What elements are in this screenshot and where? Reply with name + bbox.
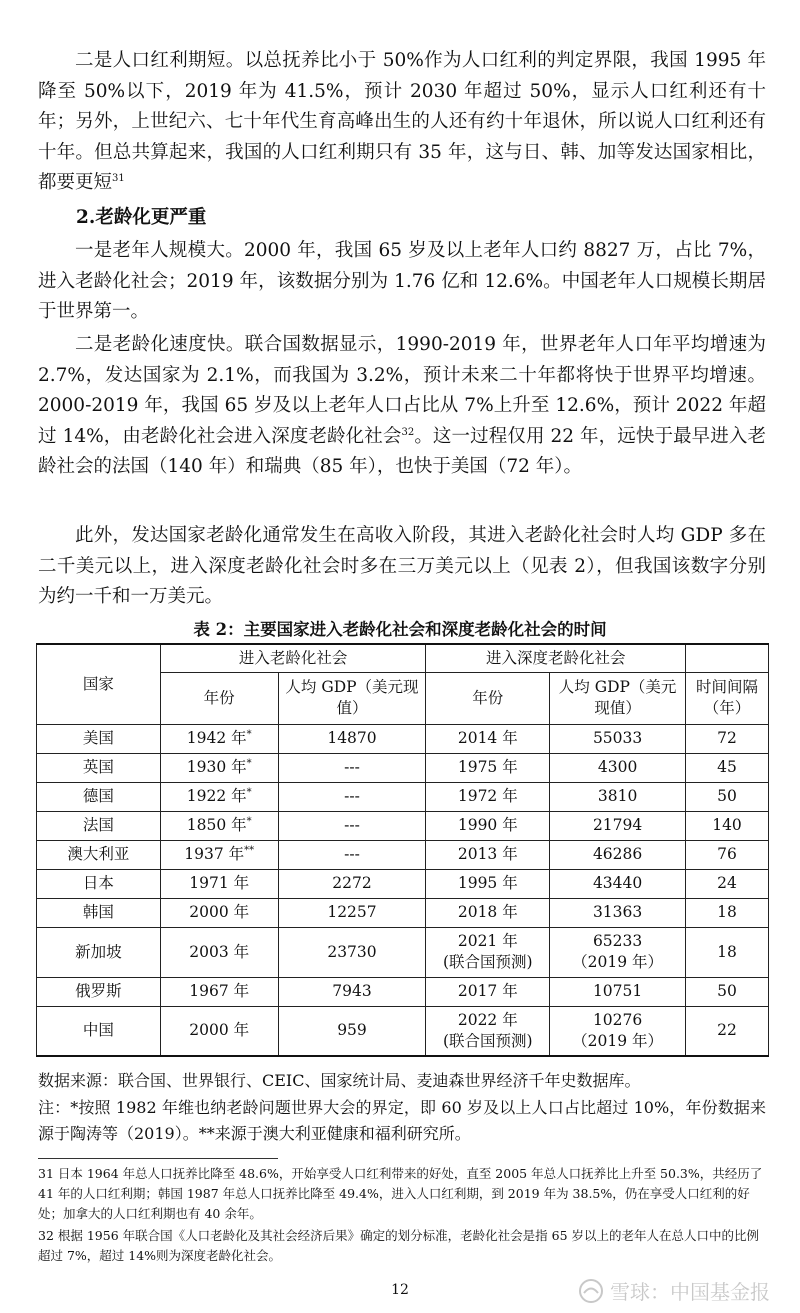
cell-country: 德国 bbox=[37, 782, 161, 811]
cell-aging-gdp: 12257 bbox=[278, 898, 426, 927]
footnote-ref-32[interactable]: 32 bbox=[401, 426, 415, 438]
cell-interval: 140 bbox=[686, 811, 769, 840]
cell-deep-gdp: 65233 （2019 年） bbox=[550, 927, 686, 977]
header-blank bbox=[686, 644, 769, 672]
header-gdp-aging: 人均 GDP（美元现值） bbox=[278, 672, 426, 724]
cell-deep-year: 2013 年 bbox=[426, 840, 550, 869]
footnote-divider bbox=[38, 1158, 278, 1159]
cell-aging-year: 2003 年 bbox=[160, 927, 278, 977]
footnote-ref-31[interactable]: 31 bbox=[112, 172, 125, 184]
footnote-31: 31 日本 1964 年总人口抚养比降至 48.6%，开始享受人口红利带来的好处，直至 2005 年总人口抚养比上升至 50.3%，共经历了 41 年的人口红利期；韩国 1987 年总人口抚养比降至 49.4%，进入人口红利期，到 2019 年为 38.5%，仍在享受人口红利的好处；加拿大的人口红利期也有 40 余年。 bbox=[38, 1166, 763, 1221]
cell-interval: 18 bbox=[686, 927, 769, 977]
cell-interval: 50 bbox=[686, 782, 769, 811]
cell-deep-year: 2021 年 (联合国预测) bbox=[426, 927, 550, 977]
header-year-aging: 年份 bbox=[160, 672, 278, 724]
cell-aging-gdp: 14870 bbox=[278, 724, 426, 753]
cell-country: 中国 bbox=[37, 1006, 161, 1056]
cell-deep-gdp: 10751 bbox=[550, 977, 686, 1006]
cell-aging-year: 2000 年 bbox=[160, 898, 278, 927]
cell-aging-gdp: 2272 bbox=[278, 869, 426, 898]
header-deep: 进入深度老龄化社会 bbox=[426, 644, 686, 672]
table-caption: 表 2：主要国家进入老龄化社会和深度老龄化社会的时间 bbox=[193, 620, 607, 639]
cell-aging-gdp: 7943 bbox=[278, 977, 426, 1006]
cell-aging-year: 2000 年 bbox=[160, 1006, 278, 1056]
cell-country: 美国 bbox=[37, 724, 161, 753]
cell-country: 澳大利亚 bbox=[37, 840, 161, 869]
cell-aging-year: 1850 年* bbox=[160, 811, 278, 840]
cell-deep-year: 1995 年 bbox=[426, 869, 550, 898]
table-row bbox=[37, 724, 769, 753]
header-aging: 进入老龄化社会 bbox=[160, 644, 426, 672]
page-number: 12 bbox=[391, 1282, 409, 1298]
paragraph-scale: 一是老年人规模大。2000 年，我国 65 岁及以上老年人口约 8827 万，占比 7%，进入老龄化社会；2019 年，该数据分别为 1.76 亿和 12.6%。中国老年人口规模长期居于世界第一。 bbox=[38, 240, 766, 322]
table-note: 注：*按照 1982 年维也纳老龄问题世界大会的界定，即 60 岁及以上人口占比超过 10%，年份数据来源于陶涛等（2019）。**来源于澳大利亚健康和福利研究所。 bbox=[38, 1098, 766, 1143]
cell-deep-gdp: 10276 （2019 年） bbox=[550, 1006, 686, 1056]
table-row bbox=[37, 811, 769, 840]
cell-deep-gdp: 4300 bbox=[550, 753, 686, 782]
watermark-text: 雪球：中国基金报 bbox=[610, 1280, 770, 1304]
cell-deep-year: 1972 年 bbox=[426, 782, 550, 811]
section-heading: 2.老龄化更严重 bbox=[76, 207, 207, 228]
table-row bbox=[37, 753, 769, 782]
paragraph-speed: 二是老龄化速度快。联合国数据显示，1990-2019 年，世界老年人口年平均增速为 2.7%，发达国家为 2.1%，而我国为 3.2%，预计未来二十年都将快于世界平均增速。2000-2019 年，我国 65 岁及以上老年人口占比从 7%上升至 12.6%，预计 2022 年超过 14%，由老龄化社会进入深度老龄化社会$^{32}$。这一过程仅用 22 年，远快于最早进入老龄社会的法国（140 年）和瑞典（85 年），也快于美国（72 年）。 bbox=[38, 334, 766, 477]
cell-country: 日本 bbox=[37, 869, 161, 898]
cell-deep-gdp: 31363 bbox=[550, 898, 686, 927]
cell-country: 俄罗斯 bbox=[37, 977, 161, 1006]
cell-aging-gdp: --- bbox=[278, 811, 426, 840]
cell-interval: 22 bbox=[686, 1006, 769, 1056]
cell-country: 英国 bbox=[37, 753, 161, 782]
cell-interval: 50 bbox=[686, 977, 769, 1006]
data-source: 数据来源：联合国、世界银行、CEIC、国家统计局、麦迪森世界经济千年史数据库。 bbox=[38, 1071, 641, 1090]
table-row bbox=[37, 898, 769, 927]
cell-deep-year: 2017 年 bbox=[426, 977, 550, 1006]
cell-deep-year: 1990 年 bbox=[426, 811, 550, 840]
cell-interval: 45 bbox=[686, 753, 769, 782]
table-row bbox=[37, 977, 769, 1006]
table-row bbox=[37, 869, 769, 898]
table-row bbox=[37, 1006, 769, 1056]
cell-aging-year: 1922 年* bbox=[160, 782, 278, 811]
cell-deep-year: 2018 年 bbox=[426, 898, 550, 927]
cell-country: 韩国 bbox=[37, 898, 161, 927]
cell-deep-gdp: 43440 bbox=[550, 869, 686, 898]
cell-interval: 18 bbox=[686, 898, 769, 927]
table-row bbox=[37, 782, 769, 811]
cell-deep-year: 2014 年 bbox=[426, 724, 550, 753]
cell-aging-gdp: --- bbox=[278, 753, 426, 782]
aging-table bbox=[36, 643, 769, 1057]
cell-aging-year: 1930 年* bbox=[160, 753, 278, 782]
snowball-icon bbox=[578, 1278, 604, 1304]
cell-deep-gdp: 3810 bbox=[550, 782, 686, 811]
cell-country: 法国 bbox=[37, 811, 161, 840]
cell-deep-year: 2022 年 (联合国预测) bbox=[426, 1006, 550, 1056]
footnote-32: 32 根据 1956 年联合国《人口老龄化及其社会经济后果》确定的划分标准，老龄化社会是指 65 岁以上的老年人在总人口中的比例超过 7%，超过 14%则为深度老龄化社会。 bbox=[38, 1228, 759, 1263]
cell-deep-gdp: 46286 bbox=[550, 840, 686, 869]
cell-aging-year: 1942 年* bbox=[160, 724, 278, 753]
cell-aging-gdp: 23730 bbox=[278, 927, 426, 977]
cell-aging-year: 1971 年 bbox=[160, 869, 278, 898]
cell-deep-gdp: 55033 bbox=[550, 724, 686, 753]
cell-country: 新加坡 bbox=[37, 927, 161, 977]
cell-aging-year: 1967 年 bbox=[160, 977, 278, 1006]
cell-deep-gdp: 21794 bbox=[550, 811, 686, 840]
paragraph-dividend: 二是人口红利期短。以总抚养比小于 50%作为人口红利的判定界限，我国 1995 年降至 50%以下，2019 年为 41.5%，预计 2030 年超过 50%，显示人口红利还有十年；另外，上世纪六、七十年代生育高峰出生的人还有约十年退休，所以说人口红利还有十年。但总共算起来，我国的人口红利期只有 35 年，这与日、韩、加等发达国家相比，都要更短$^{31}$ bbox=[38, 50, 766, 193]
header-gdp-deep: 人均 GDP（美元现值） bbox=[550, 672, 686, 724]
cell-interval: 72 bbox=[686, 724, 769, 753]
paragraph-income: 此外，发达国家老龄化通常发生在高收入阶段，其进入老龄化社会时人均 GDP 多在二千美元以上，进入深度老龄化社会时多在三万美元以上（见表 2），但我国该数字分别为约一千和一万美元。 bbox=[38, 525, 766, 607]
cell-aging-gdp: 959 bbox=[278, 1006, 426, 1056]
table-row bbox=[37, 927, 769, 977]
header-country: 国家 bbox=[37, 644, 161, 724]
table-body bbox=[37, 724, 769, 1056]
cell-aging-gdp: --- bbox=[278, 840, 426, 869]
watermark bbox=[578, 1276, 770, 1305]
header-year-deep: 年份 bbox=[426, 672, 550, 724]
cell-interval: 76 bbox=[686, 840, 769, 869]
header-interval: 时间间隔（年） bbox=[686, 672, 769, 724]
cell-aging-year: 1937 年** bbox=[160, 840, 278, 869]
table-row bbox=[37, 840, 769, 869]
cell-interval: 24 bbox=[686, 869, 769, 898]
cell-deep-year: 1975 年 bbox=[426, 753, 550, 782]
cell-aging-gdp: --- bbox=[278, 782, 426, 811]
